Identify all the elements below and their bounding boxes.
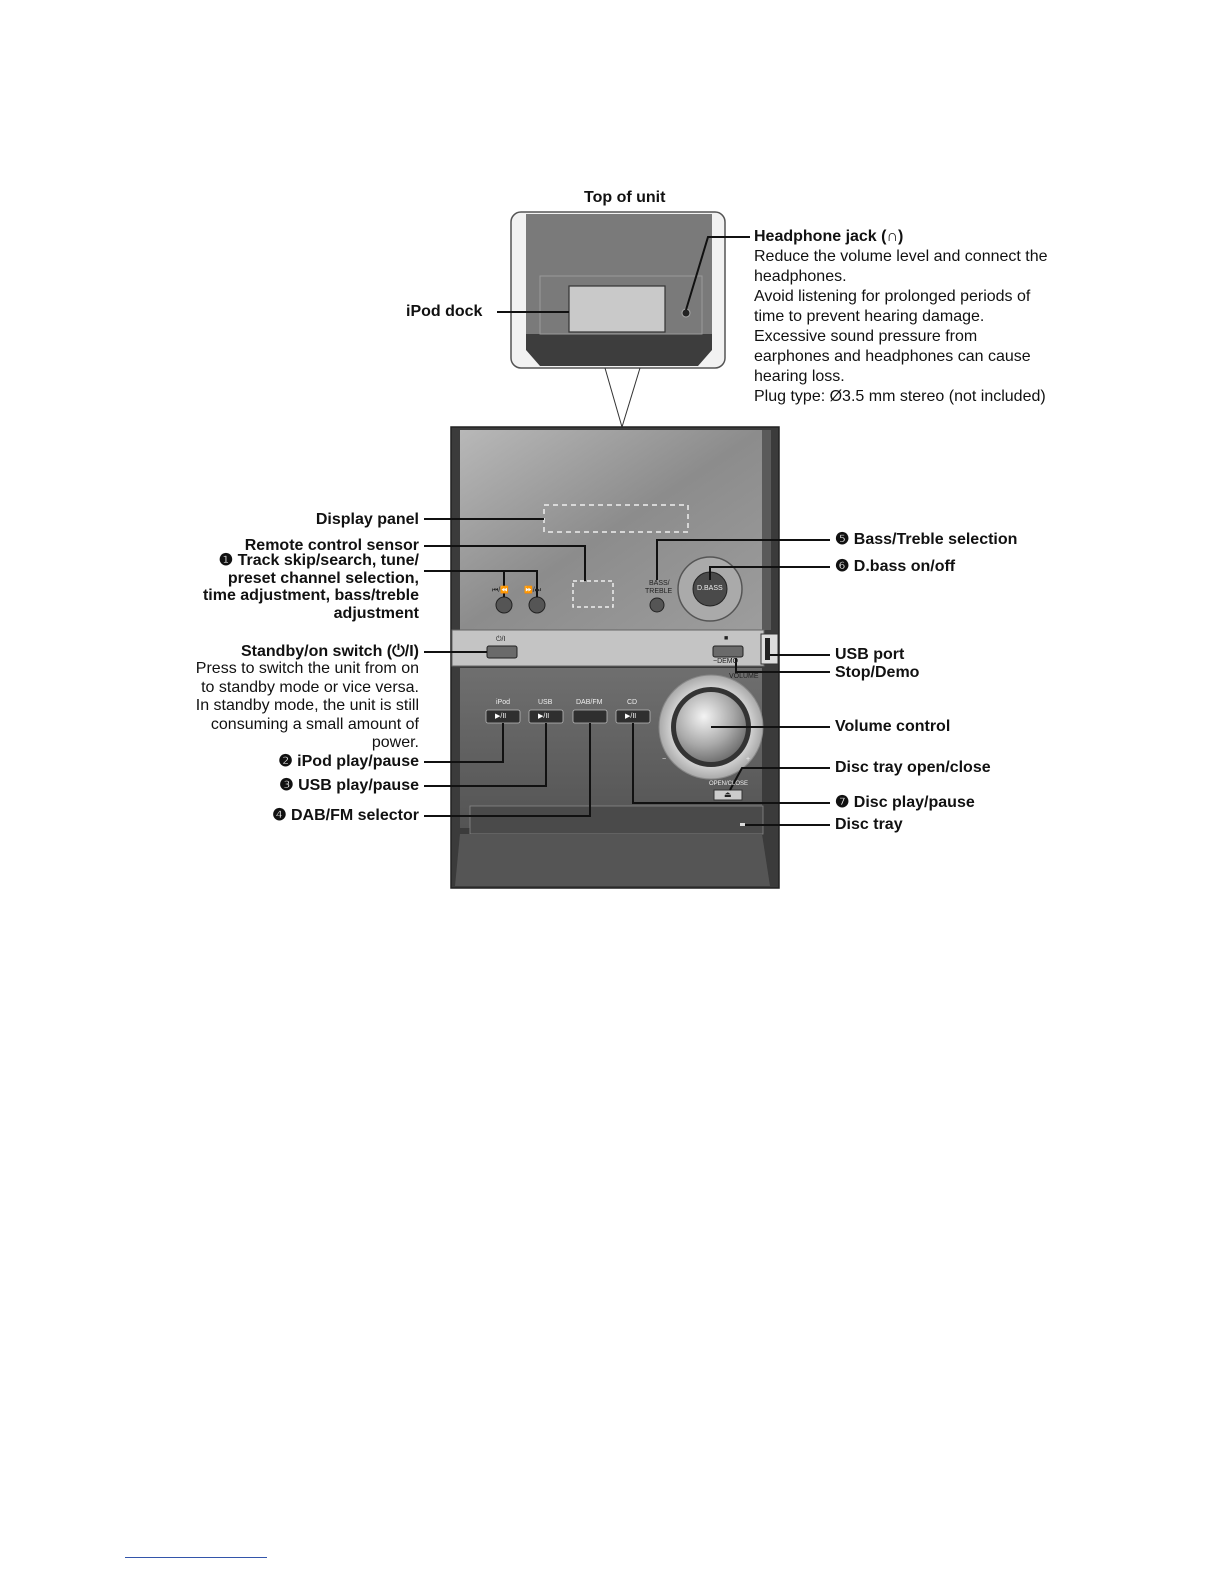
standby-button[interactable] bbox=[487, 646, 517, 658]
standby-description-line: Press to switch the unit from on bbox=[195, 660, 419, 677]
display-panel-label: Display panel bbox=[315, 511, 419, 528]
minus-marking: − bbox=[662, 756, 667, 763]
bass-treble-marking-2: TREBLE bbox=[645, 588, 673, 595]
track-skip-line: adjustment bbox=[333, 604, 419, 622]
disc-tray bbox=[470, 806, 763, 834]
usb-play-label: ❸ USB play/pause bbox=[279, 777, 419, 794]
skip-forward-marking: ⏩/⏭ bbox=[524, 587, 541, 594]
dbass-label: ❻ D.bass on/off bbox=[835, 558, 956, 575]
headphone-description-line: time to prevent hearing damage. bbox=[754, 308, 985, 325]
open-close-marking: OPEN/CLOSE bbox=[709, 781, 749, 787]
ipod-marking: iPod bbox=[496, 699, 511, 706]
standby-description-line: In standby mode, the unit is still bbox=[195, 697, 419, 714]
skip-forward-button[interactable] bbox=[529, 597, 545, 613]
headphone-description-line: headphones. bbox=[754, 268, 847, 285]
ipod-dock-label: iPod dock bbox=[406, 303, 483, 320]
standby-description-line: to standby mode or vice versa. bbox=[201, 678, 419, 696]
standby-label: Standby/on switch (⏻/I) bbox=[241, 643, 419, 660]
bass-treble-button[interactable] bbox=[650, 598, 664, 612]
cd-play-symbol: ▶/II bbox=[625, 713, 637, 720]
bass-treble-marking: BASS/ bbox=[649, 580, 670, 587]
usb-port-label: USB port bbox=[835, 646, 905, 663]
cd-marking: CD bbox=[627, 699, 638, 706]
track-skip-line: time adjustment, bass/treble bbox=[202, 587, 419, 604]
track-skip-line: ❶ Track skip/search, tune/ bbox=[218, 552, 419, 569]
headphone-jack-description bbox=[754, 247, 1048, 407]
headphone-description-line: earphones and headphones can cause bbox=[754, 348, 1031, 365]
plus-marking: + bbox=[746, 756, 751, 763]
usb-play-symbol: ▶/II bbox=[538, 713, 550, 720]
dbass-marking: D.BASS bbox=[697, 585, 723, 592]
demo-marking: −DEMO bbox=[713, 658, 739, 665]
remote-sensor-label: Remote control sensor bbox=[244, 537, 419, 554]
ipod-play-label: ❷ iPod play/pause bbox=[278, 753, 419, 770]
standby-marking: ⏻/I bbox=[496, 636, 506, 643]
top-of-unit-title: Top of unit bbox=[584, 189, 666, 206]
headphone-description-line: Excessive sound pressure from bbox=[754, 328, 978, 345]
skip-back-marking: ⏮/⏪ bbox=[492, 587, 509, 594]
skip-back-button[interactable] bbox=[496, 597, 512, 613]
ipod-play-symbol: ▶/II bbox=[495, 713, 507, 720]
footer-rule bbox=[125, 1557, 267, 1558]
headphone-description-line: Avoid listening for prolonged periods of bbox=[754, 288, 1031, 305]
stop-marking: ■ bbox=[724, 635, 729, 642]
dabfm-marking: DAB/FM bbox=[576, 699, 603, 706]
dabfm-button[interactable] bbox=[573, 710, 607, 723]
usb-marking: USB bbox=[538, 699, 553, 706]
ipod-dock-slot bbox=[569, 286, 665, 332]
eject-symbol: ⏏ bbox=[724, 790, 732, 799]
standby-description bbox=[196, 660, 419, 753]
track-skip-label bbox=[203, 552, 419, 622]
standby-description-line: power. bbox=[371, 734, 419, 751]
disc-tray-label: Disc tray bbox=[835, 816, 903, 833]
stop-demo-label: Stop/Demo bbox=[835, 664, 920, 681]
disc-play-label: ❼ Disc play/pause bbox=[835, 794, 975, 811]
bass-treble-label: ❺ Bass/Treble selection bbox=[835, 531, 1018, 548]
stop-demo-button[interactable] bbox=[713, 646, 743, 657]
headphone-description-line: Plug type: Ø3.5 mm stereo (not included) bbox=[754, 388, 1046, 405]
headphone-jack-title: Headphone jack (∩) bbox=[754, 228, 904, 245]
track-skip-line: preset channel selection, bbox=[227, 569, 419, 587]
headphone-description-line: Reduce the volume level and connect the bbox=[754, 248, 1048, 265]
standby-description-line: consuming a small amount of bbox=[210, 715, 419, 733]
headphone-description-line: hearing loss. bbox=[754, 368, 845, 385]
usb-port[interactable] bbox=[765, 638, 770, 660]
volume-marking: VOLUME bbox=[729, 673, 759, 680]
headphone-jack bbox=[682, 309, 690, 317]
disc-tray-open-close-label: Disc tray open/close bbox=[835, 759, 991, 776]
dabfm-label: ❹ DAB/FM selector bbox=[272, 807, 419, 824]
volume-label: Volume control bbox=[835, 718, 951, 735]
